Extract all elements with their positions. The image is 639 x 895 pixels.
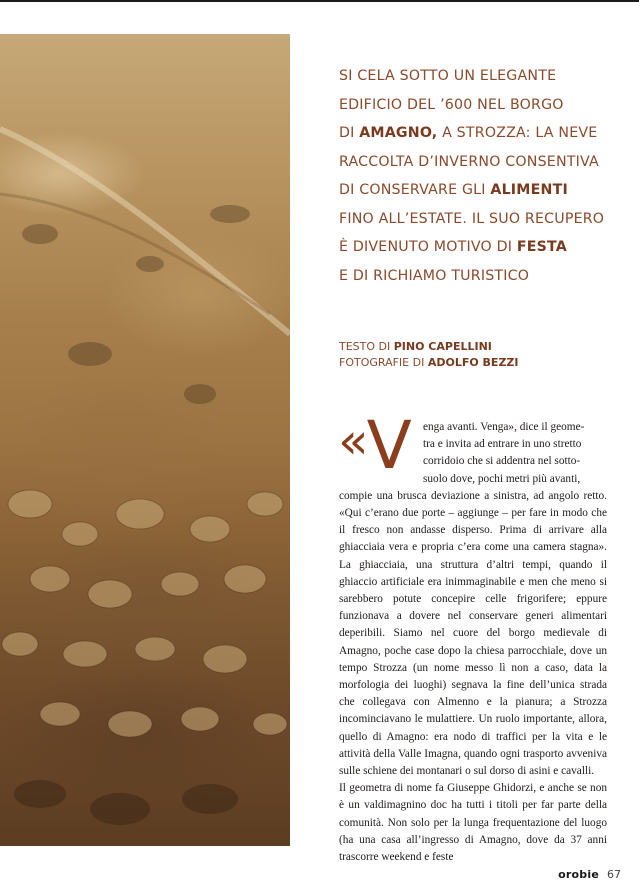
lead-line: tra e invita ad entrare in uno stretto: [423, 438, 582, 451]
photo-texture: [0, 34, 290, 846]
deck-line: SI CELA SOTTO UN ELEGANTE: [339, 68, 557, 84]
article-deck: [339, 62, 629, 290]
page-number: 67: [607, 868, 621, 881]
deck-line: RACCOLTA D’INVERNO CONSENTIVA: [339, 153, 599, 170]
deck-line: EDIFICIO DEL ’600 NEL BORGO: [339, 96, 564, 113]
lead-line: enga avanti. Venga», dice il geome-: [423, 421, 585, 433]
article-body: [339, 419, 607, 866]
lead-line: suolo dove, pochi metri più avanti,: [423, 472, 581, 485]
deck-line: È DIVENUTO MOTIVO DI FESTA: [339, 239, 567, 255]
deck-line: DI AMAGNO, A STROZZA: LA NEVE: [339, 125, 598, 141]
deck-line: E DI RICHIAMO TURISTICO: [339, 267, 530, 284]
deck-line: DI CONSERVARE GLI ALIMENTI: [339, 182, 568, 198]
top-rule: [0, 0, 639, 2]
photo-credit: FOTOGRAFIE DI ADOLFO BEZZI: [339, 356, 519, 369]
drop-cap-letter: V: [366, 407, 410, 484]
cave-wall-photo: [0, 34, 290, 846]
text-credit: TESTO DI PINO CAPELLINI: [339, 340, 492, 353]
lead-lines: [423, 419, 607, 488]
magazine-brand: orobie: [558, 868, 599, 881]
lead-line: corridoio che si addentra nel sotto-: [423, 455, 581, 468]
drop-cap-guillemet: «: [338, 412, 367, 470]
body-paragraph: compie una brusca deviazione a sinistra, ad angolo retto. «Qui c’erano due porte – aggiunge – per fare in modo che il fresco non andasse disperso. Prima di arrivare alla ghiacciaia vera e propria c’era come una camera stagna». La ghiacciaia, una struttura d’altri tempi, quando il ghiaccio artificiale era inimmaginabile e men che meno si sarebbero potute concepire celle frigorifere; eppure funzionava a dovere nel conservare generi alimentari deperibili. Siamo nel cuore del borgo medievale di Amagno, poche case dopo la chiesa parrocchiale, dove un tempo Strozza (un nome messo lì non a caso, data la morfologia dei luoghi) segnava la fine dell’unica strada che collegava con Almenno e la pianura; a Strozza incominciavano le mulattiere. Un ruolo importante, allora, quello di Amagno: era nodo di traffici per la vita e le attività della Valle Imagna, quando ogni trasporto avveniva sulle schiene dei montanari o sul dorso di asini e cavalli.: [339, 489, 607, 778]
deck-line: FINO ALL’ESTATE. IL SUO RECUPERO: [339, 210, 605, 227]
page-footer: [558, 868, 621, 881]
body-paragraph: Il geometra di nome fa Giuseppe Ghidorzi, e anche se non è un valdimagnino doc ha tutti i titoli per far parte della comunità. Non solo per la lunga frequentazione del luogo (ha una casa all’ingresso di Amagno, dove da 37 anni trascorre weekend e feste: [339, 782, 607, 864]
article-credits: [339, 339, 519, 371]
